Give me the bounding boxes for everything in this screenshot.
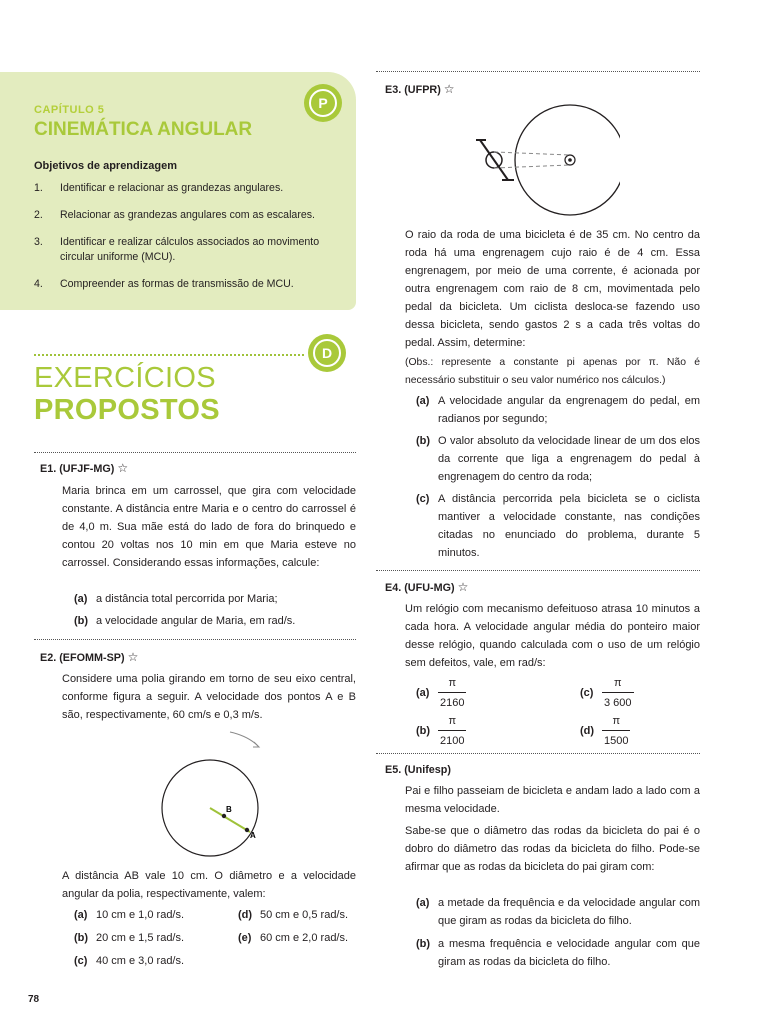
point-a-label: A	[250, 831, 256, 840]
e1-divider	[34, 452, 356, 453]
e3-text: O raio da roda de uma bicicleta é de 35 cm. No centro da roda há uma engrenagem cujo raio é de 4 cm. Essa engrenagem, por meio de uma corrente, é acionada por outra engrenagem com raio de 8 cm, movimentada pelo pedal da bicicleta. Um ciclista desloca-se fazendo uso dessa bicicleta, sendo gastos 2 s a cada três voltas do pedal. Assim, determine:	[405, 229, 700, 349]
objectives-list	[34, 181, 339, 304]
rotation-arrow-icon	[230, 732, 258, 746]
e2-option-e: (e) 60 cm e 2,0 rad/s.	[238, 932, 349, 944]
objective-item: 3. Identificar e realizar cálculos associados ao movimento circular uniforme (MCU).	[34, 236, 320, 263]
exercises-divider	[34, 354, 304, 356]
wheel-circle	[515, 105, 620, 215]
e5-option-a: (a) a metade da frequência e da velocidade angular com que giram as rodas da bicicleta do filho.	[416, 897, 700, 927]
e5-option-b: (b) a mesma frequência e velocidade angular com que giram as rodas da bicicleta do filho.	[416, 938, 700, 968]
e3-option-a: (a) A velocidade angular da engrenagem do pedal, em radianos por segundo;	[416, 395, 700, 425]
e3-divider	[376, 71, 700, 72]
point-a-dot	[245, 828, 249, 832]
chapter-logo-icon	[304, 84, 342, 122]
e2-option-b: (b) 20 cm e 1,5 rad/s.	[74, 932, 185, 944]
point-b-dot	[222, 814, 226, 818]
exercises-title-line1: EXERCÍCIOS	[34, 362, 216, 394]
e2-option-d: (d) 50 cm e 0,5 rad/s.	[238, 909, 349, 921]
e1-heading: E1. (UFJF-MG) ☆	[40, 461, 129, 475]
e5-heading: E5. (Unifesp)	[385, 764, 451, 776]
e3-option-c: (c) A distância percorrida pela bicicleta se o ciclista mantiver a velocidade constante, nas condições citadas no enunciado do problema, durante 5 minutos.	[416, 493, 700, 559]
e2-option-c: (c) 40 cm e 3,0 rad/s.	[74, 955, 185, 967]
e3-option-b: (b) O valor absoluto da velocidade linear de um dos elos da corrente que liga a engrenagem do pedal à engrenagem do centro da roda;	[416, 435, 700, 483]
e4-heading: E4. (UFU-MG) ☆	[385, 580, 469, 594]
e4-text: Um relógio com mecanismo defeituoso atrasa 10 minutos a cada hora. A velocidade angular média do ponteiro maior desse relógio, quando calculada com o uso de um relógio sem defeitos, vale, em rad/s:	[405, 603, 700, 669]
e4-option-d: (d) $\frac{\pi}{1500}$	[580, 712, 630, 750]
star-icon: ☆	[117, 461, 129, 475]
star-icon: ☆	[127, 650, 139, 664]
objective-item: 2. Relacionar as grandezas angulares com as escalares.	[34, 209, 315, 221]
exercises-logo-icon	[308, 334, 346, 372]
e4-divider	[376, 570, 700, 571]
e1-option-b: (b) a velocidade angular de Maria, em rad/s.	[74, 615, 296, 627]
objective-item: 4. Compreender as formas de transmissão de MCU.	[34, 278, 294, 290]
e4-option-a: (a) $\frac{\pi}{2160}$	[416, 674, 466, 712]
point-b-label: B	[226, 805, 232, 814]
e4-option-c: (c) $\frac{\pi}{3 600}$	[580, 674, 634, 712]
star-icon: ☆	[443, 82, 455, 96]
exercises-title-line2: PROPOSTOS	[34, 394, 220, 426]
e5-text: Pai e filho passeiam de bicicleta e andam lado a lado com a mesma velocidade.	[405, 785, 700, 815]
e1-option-a: (a) a distância total percorrida por Maria;	[74, 593, 278, 605]
chapter-logo-letter: P	[309, 89, 337, 117]
exercises-logo-letter: D	[313, 339, 341, 367]
e2-text: Considere uma polia girando em torno de seu eixo central, conforme figura a seguir. A velocidade dos pontos A e B são, respectivamente, 60 cm/s e 0,3 m/s.	[62, 673, 356, 721]
e5-text2: Sabe-se que o diâmetro das rodas da bicicleta do pai é o dobro do diâmetro das rodas da bicicleta do filho. Pode-se afirmar que as rodas da bicicleta do pai giram com:	[405, 825, 700, 873]
e2-heading: E2. (EFOMM-SP) ☆	[40, 650, 139, 664]
e1-text: Maria brinca em um carrossel, que gira com velocidade constante. A distância entre Maria e o centro do carrossel é de 4,0 m. Sua mãe está do lado de fora do brinquedo e contou 20 voltas nos 10 min em que Maria esteve no carrossel. Considerando essas informações, calcule:	[62, 485, 356, 569]
chapter-title: CINEMÁTICA ANGULAR	[34, 119, 253, 140]
e2-option-a: (a) 10 cm e 1,0 rad/s.	[74, 909, 185, 921]
bicycle-wheel-figure	[470, 100, 620, 218]
star-icon: ☆	[457, 580, 469, 594]
chain-bottom	[494, 165, 570, 168]
page-number: 78	[28, 994, 40, 1005]
objective-item: 1. Identificar e relacionar as grandezas angulares.	[34, 182, 284, 194]
e3-obs: (Obs.: represente a constante pi apenas por π. Não é necessário substituir o seu valor numérico nos cálculos.)	[405, 357, 700, 386]
e4-option-b: (b) $\frac{\pi}{2100}$	[416, 712, 466, 750]
e3-heading: E3. (UFPR) ☆	[385, 82, 455, 96]
objectives-title: Objetivos de aprendizagem	[34, 160, 178, 172]
pedal-crank	[480, 140, 508, 180]
chain-top	[494, 152, 570, 155]
e2-text2: A distância AB vale 10 cm. O diâmetro e a velocidade angular da polia, respectivamente, valem:	[62, 870, 356, 900]
e5-divider	[376, 753, 700, 754]
chapter-label: CAPÍTULO 5	[34, 104, 105, 116]
e2-divider	[34, 639, 356, 640]
pulley-figure	[150, 728, 280, 858]
